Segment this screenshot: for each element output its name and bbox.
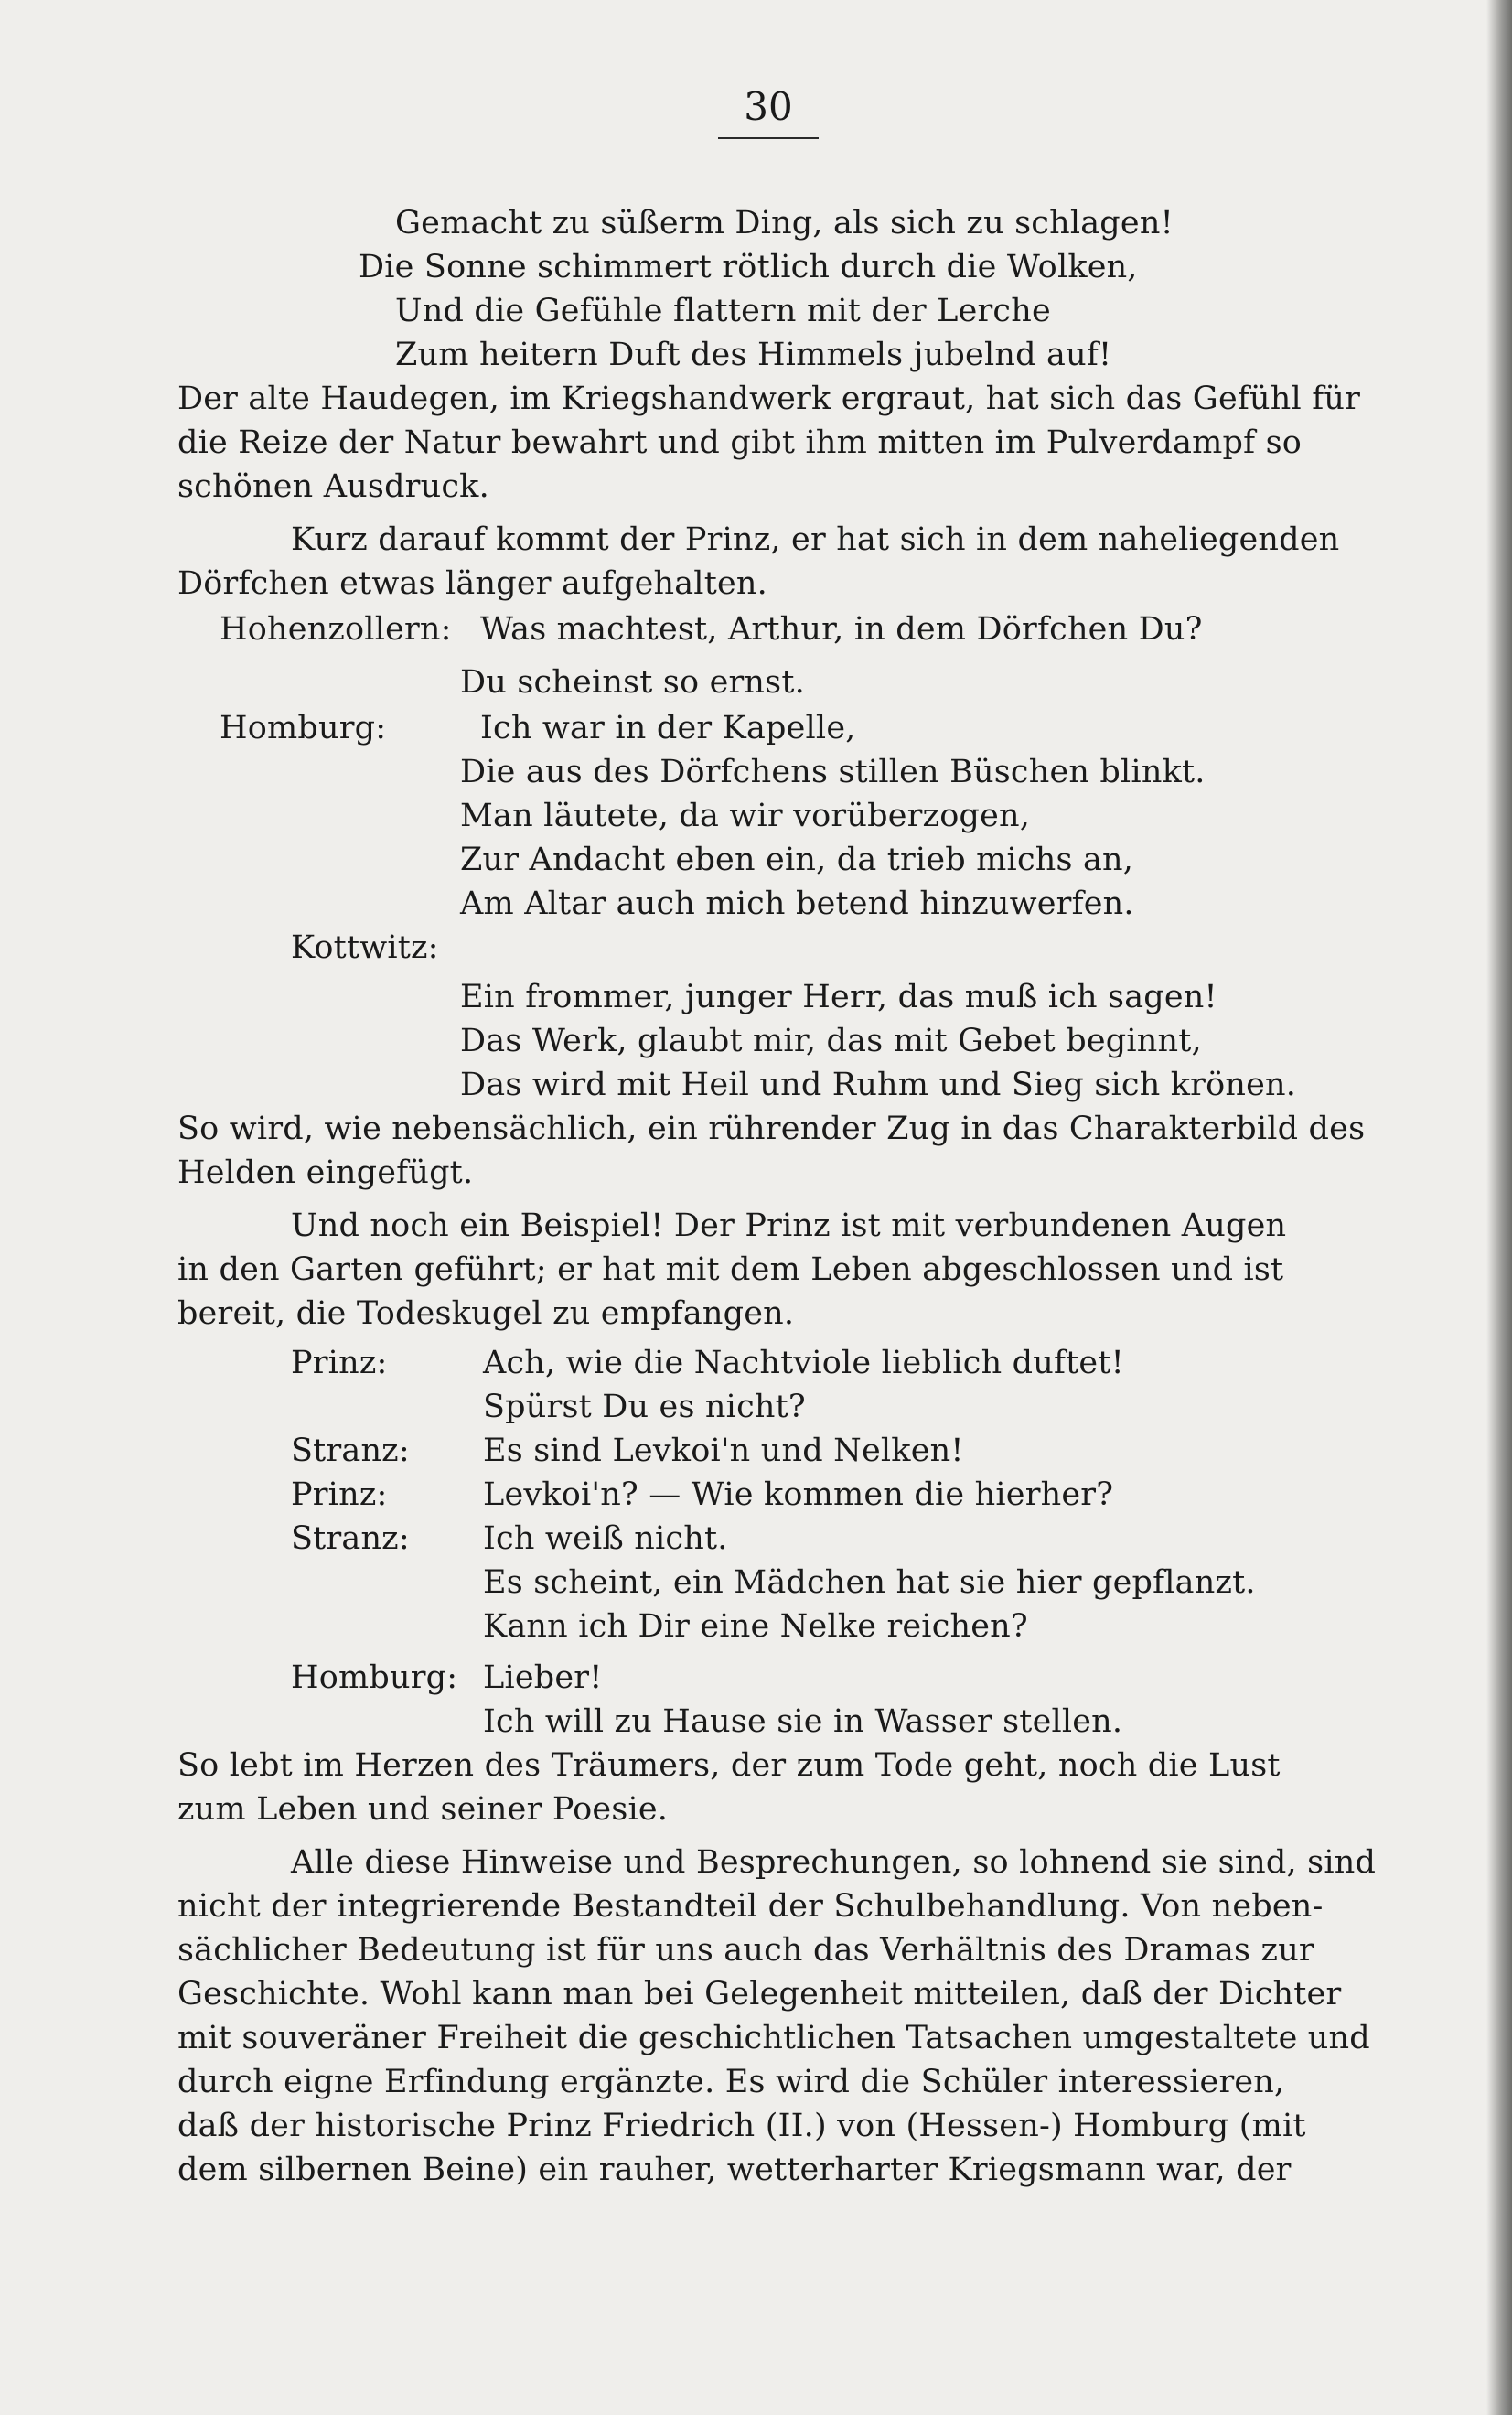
dialogue-text: Ach, wie die Nachtviole lieblich duftet! <box>483 1345 1124 1381</box>
verse-line: Zur Andacht eben ein, da trieb michs an, <box>460 842 1134 878</box>
dialogue-line <box>220 607 1203 651</box>
page-number: 30 <box>744 84 793 129</box>
speaker-prinz: Prinz: <box>291 1345 388 1381</box>
verse-line: Am Altar auch mich betend hinzuwerfen. <box>460 886 1134 922</box>
dialogue-text: Ich war in der Kapelle, <box>480 710 856 746</box>
prose-line: Dörfchen etwas länger aufgehalten. <box>177 565 767 602</box>
prose-line: dem silbernen Beine) ein rauher, wetterharter Kriegsmann war, der <box>177 2152 1292 2188</box>
prose-line: schönen Ausdruck. <box>177 468 489 505</box>
dialogue-text: Lieber! <box>483 1659 603 1696</box>
speaker-kottwitz: Kottwitz: <box>291 929 439 966</box>
dialogue-text: Ich weiß nicht. <box>483 1520 728 1557</box>
speaker-homburg: Homburg: <box>291 1659 458 1696</box>
verse-line: Es scheint, ein Mädchen hat sie hier gepflanzt. <box>483 1564 1256 1601</box>
prose-line: So wird, wie nebensächlich, ein rührender Zug in das Charakterbild des <box>177 1111 1366 1147</box>
prose-line: mit souveräner Freiheit die geschichtlichen Tatsachen umgestaltete und <box>177 2020 1370 2056</box>
verse-line: Die aus des Dörfchens stillen Büschen blinkt. <box>460 754 1206 790</box>
dialogue-line <box>291 1473 1113 1517</box>
prose-line: Geschichte. Wohl kann man bei Gelegenheit mitteilen, daß der Dichter <box>177 1976 1342 2012</box>
speaker-hohenzollern: Hohenzollern: <box>220 611 452 648</box>
verse-line: Du scheinst so ernst. <box>460 664 805 701</box>
dialogue-line <box>220 706 856 750</box>
verse-line: Und die Gefühle flattern mit der Lerche <box>395 293 1051 329</box>
verse-line: Man läutete, da wir vorüberzogen, <box>460 798 1031 834</box>
prose-line: in den Garten geführt; er hat mit dem Leben abgeschlossen und ist <box>177 1251 1284 1288</box>
dialogue-line <box>291 1656 602 1700</box>
dialogue-text: Levkoi'n? — Wie kommen die hierher? <box>483 1476 1114 1513</box>
page-number-rule <box>718 137 819 139</box>
prose-line: sächlicher Bedeutung ist für uns auch das Verhältnis des Dramas zur <box>177 1932 1314 1969</box>
verse-line: Gemacht zu süßerm Ding, als sich zu schlagen! <box>395 205 1174 242</box>
verse-line: Ein frommer, junger Herr, das muß ich sagen! <box>460 979 1217 1015</box>
speaker-stranz: Stranz: <box>291 1520 410 1557</box>
page-edge-shadow <box>1486 0 1512 2415</box>
verse-line: Das wird mit Heil und Ruhm und Sieg sich krönen. <box>460 1067 1297 1103</box>
dialogue-line <box>291 1517 728 1561</box>
verse-line: Die Sonne schimmert rötlich durch die Wolken, <box>359 249 1138 285</box>
verse-line: Spürst Du es nicht? <box>483 1389 806 1425</box>
verse-line: Kann ich Dir eine Nelke reichen? <box>483 1608 1028 1645</box>
prose-line: daß der historische Prinz Friedrich (II.) von (Hessen-) Homburg (mit <box>177 2108 1306 2144</box>
verse-line: Zum heitern Duft des Himmels jubelnd auf! <box>395 337 1112 373</box>
dialogue-line <box>291 1429 964 1473</box>
prose-line: nicht der integrierende Bestandteil der Schulbehandlung. Von neben- <box>177 1888 1324 1925</box>
verse-line: Das Werk, glaubt mir, das mit Gebet beginnt, <box>460 1023 1202 1059</box>
prose-line: Helden eingefügt. <box>177 1154 474 1191</box>
dialogue-text: Was machtest, Arthur, in dem Dörfchen Du? <box>480 611 1203 648</box>
dialogue-line <box>291 1341 1124 1385</box>
prose-line: die Reize der Natur bewahrt und gibt ihm mitten im Pulverdampf so <box>177 424 1303 461</box>
prose-line: zum Leben und seiner Poesie. <box>177 1791 669 1828</box>
prose-line: So lebt im Herzen des Träumers, der zum Tode geht, noch die Lust <box>177 1747 1281 1784</box>
speaker-prinz: Prinz: <box>291 1476 388 1513</box>
dialogue-text: Es sind Levkoi'n und Nelken! <box>483 1433 964 1469</box>
prose-line: Der alte Haudegen, im Kriegshandwerk ergraut, hat sich das Gefühl für <box>177 381 1361 417</box>
speaker-stranz: Stranz: <box>291 1433 410 1469</box>
prose-line: Und noch ein Beispiel! Der Prinz ist mit verbundenen Augen <box>291 1208 1287 1244</box>
prose-line: bereit, die Todeskugel zu empfangen. <box>177 1295 795 1332</box>
verse-line: Ich will zu Hause sie in Wasser stellen. <box>483 1703 1123 1740</box>
speaker-homburg: Homburg: <box>220 710 387 746</box>
prose-line: Kurz darauf kommt der Prinz, er hat sich in dem naheliegenden <box>291 521 1340 558</box>
prose-line: durch eigne Erfindung ergänzte. Es wird die Schüler interessieren, <box>177 2064 1285 2100</box>
prose-line: Alle diese Hinweise und Besprechungen, so lohnend sie sind, sind <box>291 1844 1377 1881</box>
